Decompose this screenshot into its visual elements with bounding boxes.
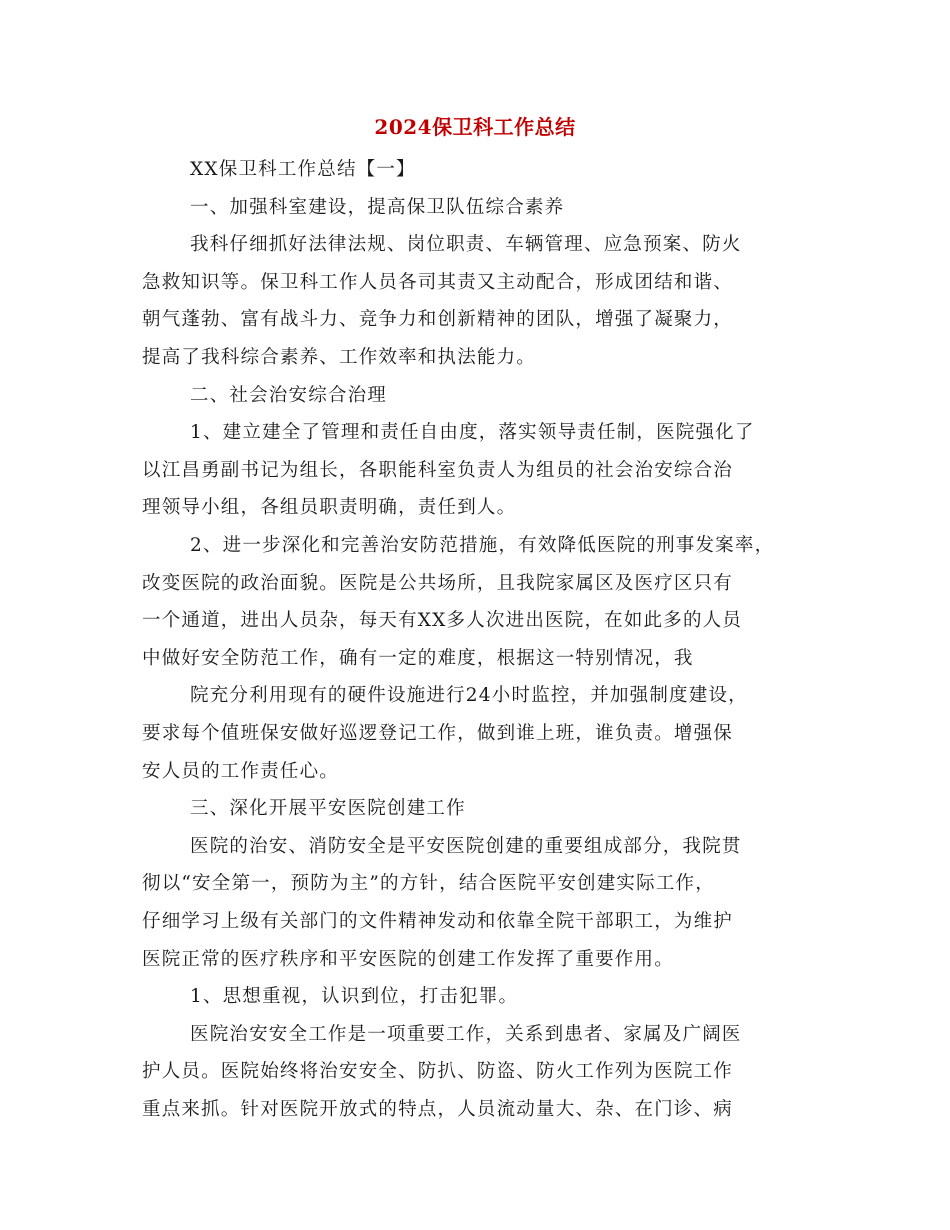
- paragraph-line: 朝气蓬勃、富有战斗力、竞争力和创新精神的团队，增强了凝聚力，: [142, 309, 734, 331]
- paragraph-line: 院充分利用现有的硬件设施进行24小时监控，并加强制度建设，: [190, 685, 748, 707]
- paragraph-line: 要求每个值班保安做好巡逻登记工作，做到谁上班，谁负责。增强保: [142, 723, 734, 744]
- paragraph-line: XX保卫科工作总结【一】: [190, 159, 416, 180]
- paragraph-line: 护人员。医院始终将治安安全、防扒、防盗、防火工作列为医院工作: [142, 1061, 734, 1083]
- paragraph-line: 彻以“安全第一，预防为主”的方针，结合医院平安创建实际工作，: [142, 873, 715, 895]
- paragraph-line: 重点来抓。针对医院开放式的特点，人员流动量大、杂、在门诊、病: [142, 1099, 734, 1120]
- paragraph-line: 医院的治安、消防安全是平安医院创建的重要组成部分，我院贯: [190, 835, 742, 857]
- paragraph-line: 医院正常的医疗秩序和平安医院的创建工作发挥了重要作用。: [142, 948, 674, 970]
- paragraph-line: 急救知识等。保卫科工作人员各司其责又主动配合，形成团结和谐、: [142, 271, 734, 293]
- paragraph-line: 1、思想重视，认识到位，打击犯罪。: [190, 986, 519, 1008]
- paragraph-line: 医院治安安全工作是一项重要工作，关系到患者、家属及广阔医: [190, 1023, 742, 1045]
- paragraph-line: 三、深化开展平安医院创建工作: [190, 798, 466, 820]
- paragraph-line: 我科仔细抓好法律法规、岗位职责、车辆管理、应急预案、防火: [190, 234, 742, 256]
- document-title: 2024保卫科工作总结: [374, 115, 576, 139]
- paragraph-line: 提高了我科综合素养、工作效率和执法能力。: [142, 347, 537, 368]
- paragraph-line: 理领导小组，各组员职责明确，责任到人。: [142, 497, 517, 519]
- paragraph-line: 二、社会治安综合治理: [190, 384, 388, 406]
- paragraph-line: 安人员的工作责任心。: [142, 760, 340, 782]
- paragraph-line: 1、建立建全了管理和责任自由度，落实领导责任制，医院强化了: [190, 422, 755, 444]
- paragraph-line: 以江昌勇副书记为组长，各职能科室负责人为组员的社会治安综合治: [142, 459, 734, 481]
- paragraph-line: 改变医院的政治面貌。医院是公共场所，且我院家属区及医疗区只有: [142, 572, 734, 594]
- paragraph-line: 一、加强科室建设，提高保卫队伍综合素养: [190, 196, 565, 218]
- paragraph-line: 2、进一步深化和完善治安防范措施，有效降低医院的刑事发案率，: [190, 535, 775, 556]
- paragraph-line: 中做好安全防范工作，确有一定的难度，根据这一特别情况，我: [142, 647, 694, 669]
- paragraph-line: 仔细学习上级有关部门的文件精神发动和依靠全院干部职工，为维护: [142, 911, 734, 932]
- paragraph-line: 一个通道，进出人员杂，每天有XX多人次进出医院，在如此多的人员: [142, 610, 743, 632]
